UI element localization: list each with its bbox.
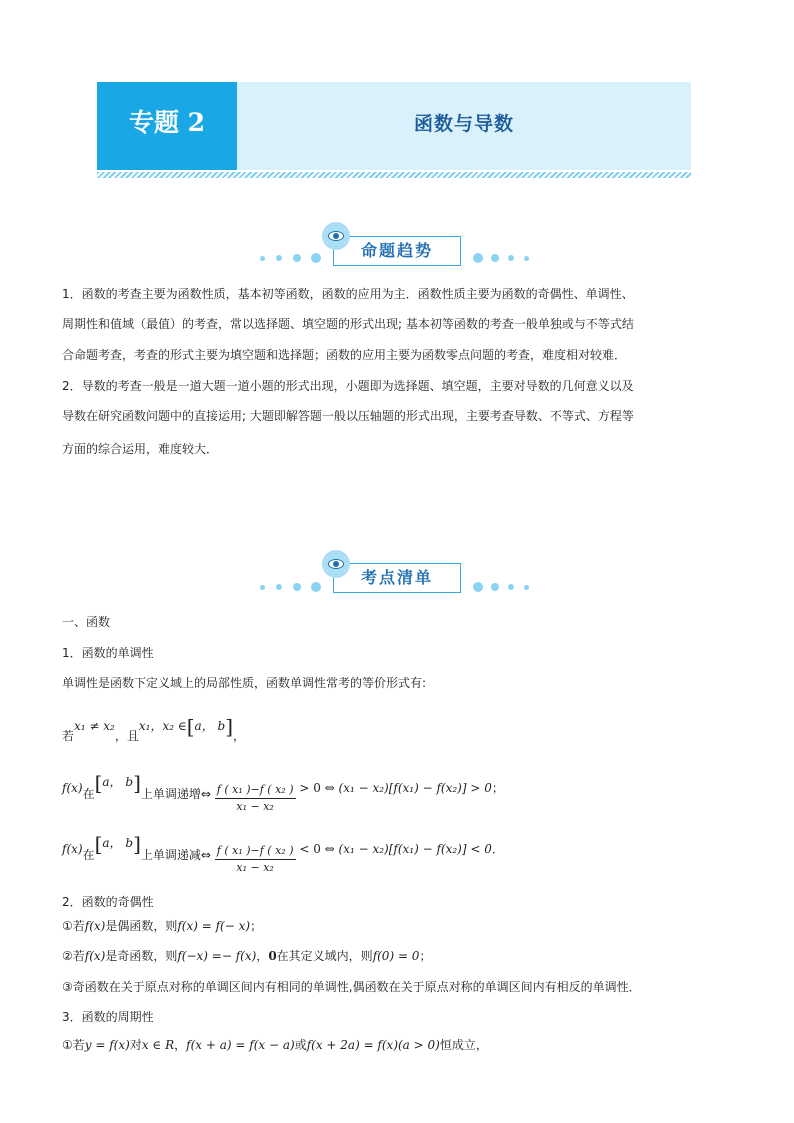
topic-label: 专题 2 bbox=[128, 108, 206, 137]
decor-dot bbox=[491, 583, 499, 591]
decreasing-equivalence: f(x)在[a， b]上单调递减⇔ $\frac{\text{f ( x₁ )−f ( x₂ )}}{\text{x₁ − x₂}}$ < 0 ⇔ (x₁ − x₂)[f(x₁) − f(x₂)] < 0． bbox=[62, 831, 504, 874]
decor-dot bbox=[311, 582, 321, 592]
heading-periodicity: 3．函数的周期性 bbox=[62, 1010, 154, 1024]
parity-item-1: ①若f(x)是偶函数，则f(x) = f(− x)； bbox=[62, 919, 263, 933]
header-divider bbox=[97, 172, 691, 178]
decor-dot bbox=[524, 585, 529, 590]
decor-dot bbox=[473, 253, 483, 263]
decor-dot bbox=[260, 585, 265, 590]
condition-line: 若x₁ ≠ x₂，且x₁，x₂ ∈[a， b]， bbox=[62, 714, 246, 743]
decor-dot bbox=[276, 584, 282, 590]
decor-dot bbox=[293, 254, 301, 262]
increasing-equivalence: f(x)在[a， b]上单调递增⇔ $\frac{\text{f ( x₁ )−f ( x₂ )}}{\text{x₁ − x₂}}$ > 0 ⇔ (x₁ − x₂)[f(x₁) − f(x₂)] > 0； bbox=[62, 770, 504, 813]
decor-dot bbox=[260, 256, 265, 261]
section-title-trends: 命题趋势 bbox=[360, 241, 433, 260]
section-badge-checklist bbox=[333, 563, 461, 593]
trend-p1-line3: 合命题考查，考查的形式主要为填空题和选择题；函数的应用主要为函数零点问题的考查，难度相对较难． bbox=[62, 348, 627, 362]
eye-icon bbox=[322, 550, 350, 578]
decor-dot bbox=[473, 582, 483, 592]
eye-icon bbox=[322, 222, 350, 250]
page-title: 函数与导数 bbox=[413, 113, 514, 135]
heading-monotonicity: 1．函数的单调性 bbox=[62, 646, 154, 660]
section-badge-trends bbox=[333, 236, 461, 266]
decor-dot bbox=[508, 584, 514, 590]
heading-parity: 2．函数的奇偶性 bbox=[62, 895, 154, 909]
trend-p2-line1: 2．导数的考查一般是一道大题一道小题的形式出现，小题即为选择题、填空题，主要对导数的几何意义以及 bbox=[62, 379, 634, 393]
trend-p1-line2: 周期性和值域（最值）的考查，常以选择题、填空题的形式出现; 基本初等函数的考查一般单独或与不等式结 bbox=[62, 317, 634, 331]
trend-p2-line2: 导数在研究函数问题中的直接运用; 大题即解答题一般以压轴题的形式出现，主要考查导数、不等式、方程等 bbox=[62, 409, 634, 423]
decor-dot bbox=[311, 253, 321, 263]
decor-dot bbox=[276, 255, 282, 261]
decor-dot bbox=[508, 255, 514, 261]
title-box bbox=[237, 82, 691, 170]
trend-p2-line3: 方面的综合运用，难度较大． bbox=[62, 442, 219, 456]
decor-dot bbox=[491, 254, 499, 262]
trend-p1-line1: 1．函数的考查主要为函数性质，基本初等函数，函数的应用为主．函数性质主要为函数的奇偶性、单调性、 bbox=[62, 287, 634, 301]
section-title-checklist: 考点清单 bbox=[360, 568, 433, 587]
decor-dot bbox=[524, 256, 529, 261]
periodicity-item-1: ①若y = f(x)对x ∈ R，f(x + a) = f(x − a)或f(x + 2a) = f(x)(a > 0)恒成立， bbox=[62, 1038, 488, 1052]
monotonicity-definition: 单调性是函数下定义域上的局部性质，函数单调性常考的等价形式有: bbox=[62, 676, 427, 690]
decor-dot bbox=[293, 583, 301, 591]
parity-item-3: ③奇函数在关于原点对称的单调区间内有相同的单调性,偶函数在关于原点对称的单调区间内有相反的单调性． bbox=[62, 980, 641, 994]
heading-functions: 一、函数 bbox=[62, 615, 111, 629]
topic-number-box bbox=[97, 82, 237, 170]
parity-item-2: ②若f(x)是奇函数，则f(−x) =− f(x)，0在其定义域内，则f(0) = 0； bbox=[62, 949, 432, 963]
